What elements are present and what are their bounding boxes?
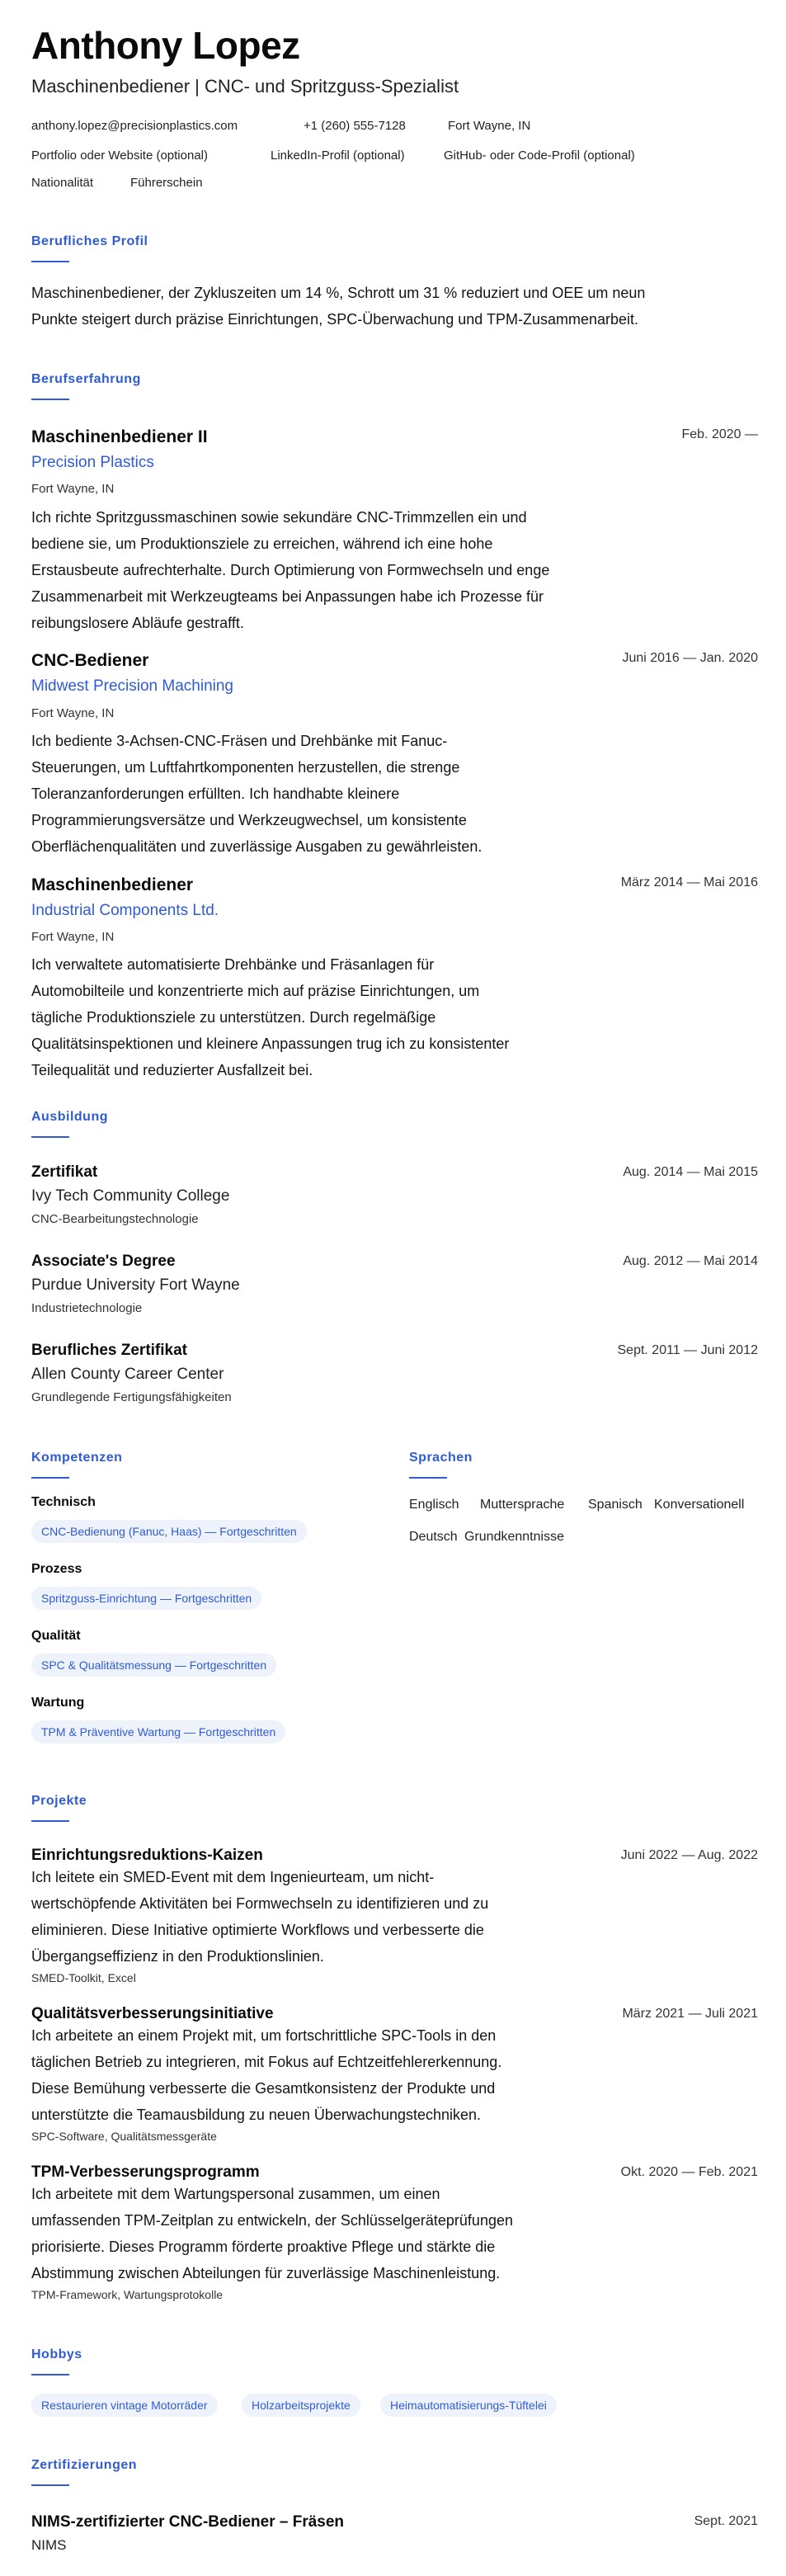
job-description-line: Ich verwaltete automatisierte Drehbänke und Fräsanlagen für bbox=[31, 956, 435, 973]
job-description bbox=[31, 504, 549, 636]
education-date: Aug. 2014 — Mai 2015 bbox=[623, 1165, 758, 1179]
project-title: Einrichtungsreduktions-Kaizen bbox=[31, 1847, 263, 1864]
nationality-text: Nationalität bbox=[31, 176, 94, 190]
education-degree: Berufliches Zertifikat bbox=[31, 1342, 187, 1359]
project-description-line: täglichen Betrieb zu integrieren, mit Fokus auf Echtzeitfehlererkennung. bbox=[31, 2054, 502, 2070]
job-date: Feb. 2020 — bbox=[681, 427, 758, 441]
project-date: Okt. 2020 — Feb. 2021 bbox=[620, 2165, 758, 2179]
project-description bbox=[31, 2181, 513, 2286]
project-description-line: Übergangseffizienz in den Produktionslinien. bbox=[31, 1948, 324, 1965]
education-date: Sept. 2011 — Juni 2012 bbox=[617, 1343, 758, 1357]
job-company[interactable]: Precision Plastics bbox=[31, 454, 154, 471]
job-description bbox=[31, 728, 482, 860]
candidate-title: Maschinenbediener | CNC- und Spritzguss-Spezialist bbox=[31, 76, 459, 97]
project-description bbox=[31, 2022, 501, 2128]
skill-tag: CNC-Bedienung (Fanuc, Haas) — Fortgeschritten bbox=[31, 1520, 307, 1543]
project-tech: SPC-Software, Qualitätsmessgeräte bbox=[31, 2130, 217, 2143]
job-description-line: Teilequalität und reduzierter Ausfallzeit bei. bbox=[31, 1062, 313, 1078]
profile-line: Maschinenbediener, der Zykluszeiten um 14 %, Schrott um 31 % reduziert und OEE um neun bbox=[31, 285, 646, 301]
education-degree: Zertifikat bbox=[31, 1163, 98, 1181]
education-school: Purdue University Fort Wayne bbox=[31, 1276, 240, 1294]
education-field: Grundlegende Fertigungsfähigkeiten bbox=[31, 1390, 232, 1404]
project-description-line: Ich arbeitete mit dem Wartungspersonal zusammen, um einen bbox=[31, 2186, 440, 2202]
job-description-line: Ich richte Spritzgussmaschinen sowie sekundäre CNC-Trimmzellen ein und bbox=[31, 509, 527, 526]
license-text: Führerschein bbox=[130, 176, 203, 190]
language-level: Konversationell bbox=[654, 1498, 745, 1512]
job-description-line: Steuerungen, um Luftfahrtkomponenten herzustellen, die strenge bbox=[31, 759, 460, 776]
job-location: Fort Wayne, IN bbox=[31, 482, 115, 496]
education-school: Allen County Career Center bbox=[31, 1366, 224, 1383]
certification-date: Sept. 2021 bbox=[694, 2514, 758, 2528]
job-description-line: Erstausbeute aufrechterhalte. Durch Optimierung von Formwechseln und enge bbox=[31, 562, 550, 578]
language-name: Deutsch bbox=[409, 1530, 458, 1544]
education-field: Industrietechnologie bbox=[31, 1301, 143, 1315]
project-description-line: Abstimmung zwischen Abteilungen für zuverlässige Maschinenleistung. bbox=[31, 2265, 501, 2281]
skills-divider bbox=[31, 1477, 69, 1479]
job-description-line: Toleranzanforderungen erfüllten. Ich handhabte kleinere bbox=[31, 786, 400, 802]
language-level: Muttersprache bbox=[480, 1498, 565, 1512]
education-field: CNC-Bearbeitungstechnologie bbox=[31, 1212, 199, 1226]
job-title: CNC-Bediener bbox=[31, 651, 149, 670]
job-location: Fort Wayne, IN bbox=[31, 930, 115, 944]
project-description-line: Ich arbeitete an einem Projekt mit, um fortschrittliche SPC-Tools in den bbox=[31, 2027, 497, 2044]
education-school: Ivy Tech Community College bbox=[31, 1187, 230, 1205]
project-description-line: eliminieren. Diese Initiative optimierte Workflows und verbesserte die bbox=[31, 1922, 484, 1938]
portfolio-link[interactable]: Portfolio oder Website (optional) bbox=[31, 149, 208, 163]
linkedin-link[interactable]: LinkedIn-Profil (optional) bbox=[271, 149, 405, 163]
languages-heading: Sprachen bbox=[409, 1451, 473, 1465]
phone-link[interactable]: +1 (260) 555-7128 bbox=[304, 119, 406, 133]
project-date: Juni 2022 — Aug. 2022 bbox=[620, 1848, 758, 1862]
experience-heading: Berufserfahrung bbox=[31, 372, 141, 386]
project-description-line: wertschöpfende Aktivitäten bei Formwechseln zu identifizieren und zu bbox=[31, 1895, 489, 1912]
project-title: Qualitätsverbesserungsinitiative bbox=[31, 2005, 274, 2022]
projects-heading: Projekte bbox=[31, 1794, 87, 1808]
project-description-line: Diese Bemühung verbesserte die Gesamtkonsistenz der Produkte und bbox=[31, 2080, 496, 2097]
project-title: TPM-Verbesserungsprogramm bbox=[31, 2163, 260, 2181]
education-divider bbox=[31, 1136, 69, 1138]
job-date: März 2014 — Mai 2016 bbox=[620, 875, 758, 889]
job-description-line: reibungslosere Abläufe gestrafft. bbox=[31, 615, 244, 631]
projects-divider bbox=[31, 1820, 69, 1822]
profile-line: Punkte steigert durch präzise Einrichtungen, SPC-Überwachung und TPM-Zusammenarbeit. bbox=[31, 311, 639, 328]
project-tech: TPM-Framework, Wartungsprotokolle bbox=[31, 2288, 224, 2301]
certifications-divider bbox=[31, 2484, 69, 2486]
skill-category: Wartung bbox=[31, 1696, 85, 1710]
project-description-line: umfassenden TPM-Zeitplan zu entwickeln, der Schlüsselgeräteprüfungen bbox=[31, 2212, 513, 2229]
job-description-line: Programmierungsversätze und Werkzeugwechsel, um konsistente bbox=[31, 812, 467, 828]
hobby-tag: Holzarbeitsprojekte bbox=[242, 2394, 360, 2417]
skills-heading: Kompetenzen bbox=[31, 1451, 123, 1465]
hobby-tag: Heimautomatisierungs-Tüftelei bbox=[380, 2394, 557, 2417]
job-description-line: Qualitätsinspektionen und kleinere Anpassungen trug ich zu konsistenter bbox=[31, 1036, 510, 1052]
skill-category: Prozess bbox=[31, 1562, 82, 1576]
github-link[interactable]: GitHub- oder Code-Profil (optional) bbox=[444, 149, 635, 163]
skill-tag: SPC & Qualitätsmessung — Fortgeschritten bbox=[31, 1654, 276, 1677]
job-description bbox=[31, 951, 509, 1083]
skill-category: Qualität bbox=[31, 1629, 81, 1643]
job-description-line: bediene sie, um Produktionsziele zu erreichen, während ich eine hohe bbox=[31, 535, 493, 552]
skill-tag: Spritzguss-Einrichtung — Fortgeschritten bbox=[31, 1587, 261, 1610]
skill-category: Technisch bbox=[31, 1495, 96, 1509]
job-description-line: Automobilteile und konzentrierte mich auf präzise Einrichtungen, um bbox=[31, 983, 480, 999]
languages-divider bbox=[409, 1477, 447, 1479]
candidate-name: Anthony Lopez bbox=[31, 24, 300, 67]
location-text: Fort Wayne, IN bbox=[448, 119, 531, 133]
experience-divider bbox=[31, 399, 69, 400]
language-name: Spanisch bbox=[588, 1498, 642, 1512]
job-location: Fort Wayne, IN bbox=[31, 706, 115, 720]
hobby-tag: Restaurieren vintage Motorräder bbox=[31, 2394, 218, 2417]
job-title: Maschinenbediener bbox=[31, 875, 194, 894]
job-description-line: tägliche Produktionsziele zu unterstützen. Durch regelmäßige bbox=[31, 1009, 436, 1026]
hobbies-heading: Hobbys bbox=[31, 2347, 82, 2361]
project-description-line: Ich leitete ein SMED-Event mit dem Ingenieurteam, um nicht- bbox=[31, 1869, 435, 1885]
project-description-line: priorisierte. Dieses Programm förderte proaktive Pflege und stärkte die bbox=[31, 2239, 496, 2255]
project-description-line: unterstützte die Teamausbildung zu neuen Überwachungstechniken. bbox=[31, 2107, 482, 2123]
profile-summary bbox=[31, 280, 645, 333]
job-description-line: Zusammenarbeit mit Werkzeugteams bei Anpassungen habe ich Prozesse für bbox=[31, 588, 544, 605]
language-name: Englisch bbox=[409, 1498, 459, 1512]
email-link[interactable]: anthony.lopez@precisionplastics.com bbox=[31, 119, 238, 133]
education-date: Aug. 2012 — Mai 2014 bbox=[623, 1254, 758, 1268]
certification-issuer: NIMS bbox=[31, 2537, 67, 2553]
education-heading: Ausbildung bbox=[31, 1110, 108, 1124]
language-level: Grundkenntnisse bbox=[464, 1530, 564, 1544]
job-description-line: Ich bediente 3-Achsen-CNC-Fräsen und Drehbänke mit Fanuc- bbox=[31, 733, 448, 749]
project-tech: SMED-Toolkit, Excel bbox=[31, 1971, 136, 1984]
skill-tag: TPM & Präventive Wartung — Fortgeschritten bbox=[31, 1720, 285, 1743]
profile-heading: Berufliches Profil bbox=[31, 234, 148, 248]
hobbies-divider bbox=[31, 2374, 69, 2375]
education-degree: Associate's Degree bbox=[31, 1253, 176, 1270]
job-company[interactable]: Industrial Components Ltd. bbox=[31, 902, 219, 919]
project-description bbox=[31, 1864, 488, 1970]
job-description-line: Oberflächenqualitäten und zuverlässige Ausgaben zu gewährleisten. bbox=[31, 838, 482, 855]
job-title: Maschinenbediener II bbox=[31, 427, 208, 446]
certifications-heading: Zertifizierungen bbox=[31, 2458, 138, 2472]
certification-title: NIMS-zertifizierter CNC-Bediener – Fräsen bbox=[31, 2513, 345, 2531]
project-date: März 2021 — Juli 2021 bbox=[622, 2007, 758, 2021]
job-date: Juni 2016 — Jan. 2020 bbox=[622, 651, 758, 665]
job-company[interactable]: Midwest Precision Machining bbox=[31, 677, 233, 695]
profile-divider bbox=[31, 261, 69, 262]
